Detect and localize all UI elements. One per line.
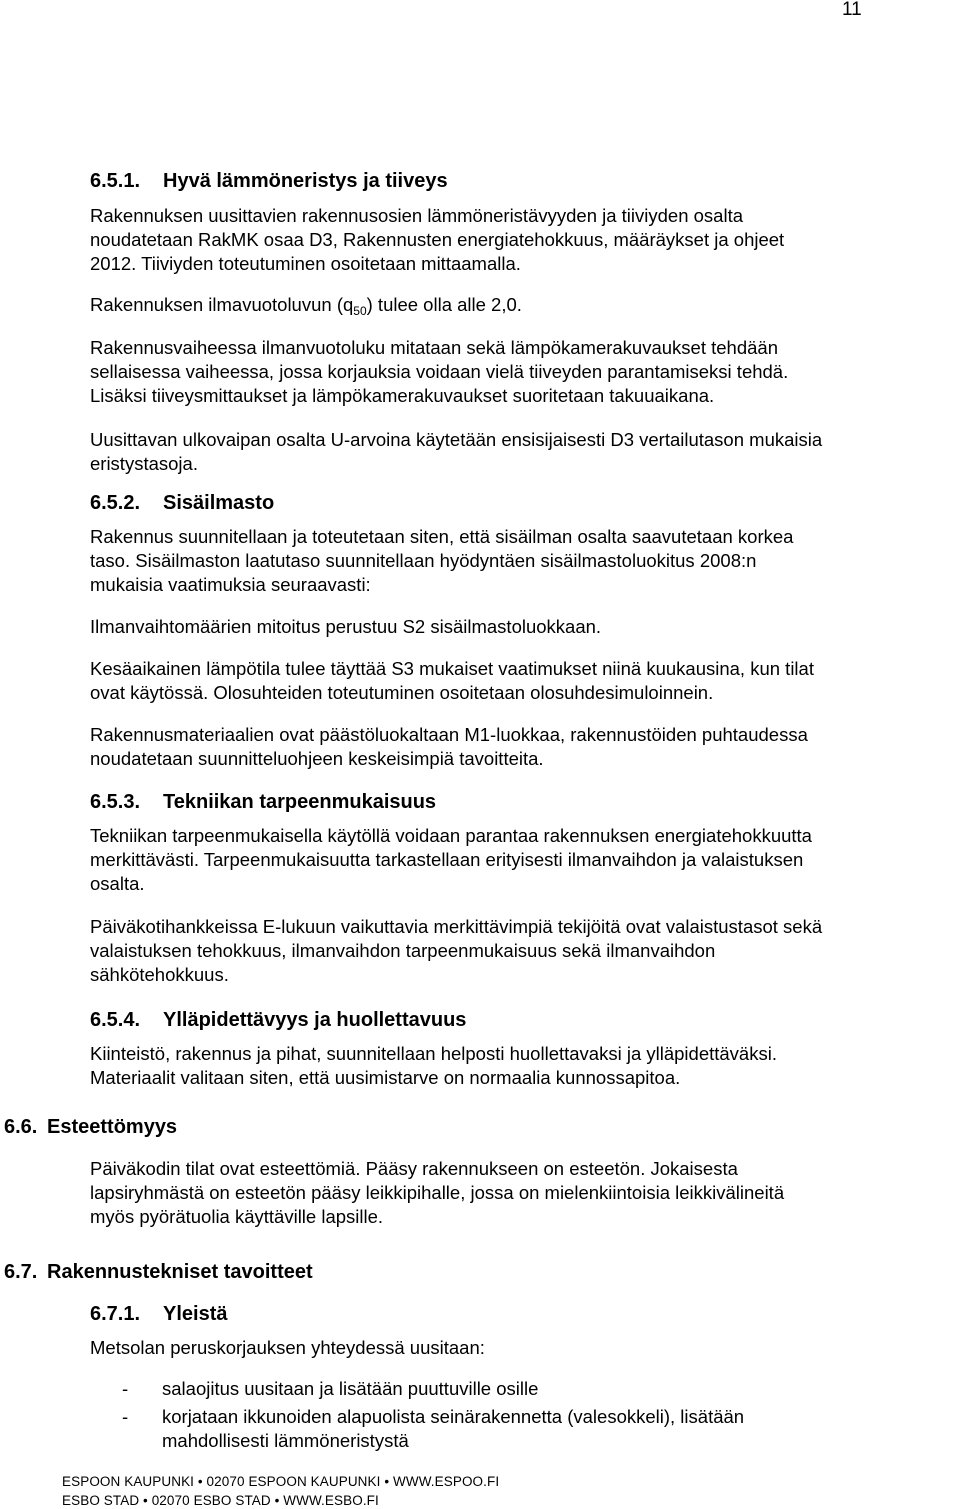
text-line: Uusittavan ulkovaipan osalta U-arvoina käytetään ensisijaisesti D3 vertailutason mukaisia bbox=[90, 429, 823, 450]
heading-title: Sisäilmasto bbox=[163, 492, 275, 514]
paragraph-measurement bbox=[90, 336, 788, 408]
heading-title: Rakennustekniset tavoitteet bbox=[47, 1261, 313, 1283]
text-line: noudatetaan suunnitteluohjeen keskeisimpiä tavoitteita. bbox=[90, 748, 544, 769]
text-line: Lisäksi tiiveysmittaukset ja lämpökamerakuvaukset suoritetaan takuuaikana. bbox=[90, 385, 715, 406]
heading-title: Tekniikan tarpeenmukaisuus bbox=[163, 791, 437, 813]
heading-number: 6.5.4. bbox=[90, 1009, 141, 1031]
paragraph-maintainability bbox=[90, 1042, 777, 1090]
heading-title: Yleistä bbox=[163, 1303, 228, 1325]
paragraph-airtightness-intro bbox=[90, 204, 784, 276]
text-line: Rakennusmateriaalien ovat päästöluokaltaan M1-luokkaa, rakennustöiden puhtaudessa bbox=[90, 724, 808, 745]
text-line: Päiväkodin tilat ovat esteettömiä. Pääsy rakennukseen on esteetön. Jokaisesta bbox=[90, 1158, 738, 1179]
heading-6-5-3 bbox=[90, 790, 436, 814]
text-line: sellaisessa vaiheessa, jossa korjauksia voidaan vielä tiiveyden parantamiseksi tehdä. bbox=[90, 361, 789, 382]
text-line: noudatetaan RakMK osaa D3, Rakennusten energiatehokkuus, määräykset ja ohjeet bbox=[90, 229, 785, 250]
text-line: Ilmanvaihtomäärien mitoitus perustuu S2 sisäilmastoluokkaan. bbox=[90, 616, 602, 637]
list-bullet: - bbox=[122, 1406, 129, 1427]
text-line: Rakennus suunnitellaan ja toteutetaan siten, että sisäilman osalta saavutetaan korkea bbox=[90, 526, 794, 547]
heading-title: Esteettömyys bbox=[47, 1116, 178, 1138]
heading-title: Ylläpidettävyys ja huollettavuus bbox=[163, 1009, 467, 1031]
paragraph-u-values bbox=[90, 428, 822, 476]
text-line: Materiaalit valitaan siten, että uusimistarve on normaalia kunnossapitoa. bbox=[90, 1067, 681, 1088]
paragraph-accessibility bbox=[90, 1157, 784, 1229]
paragraph-e-number bbox=[90, 915, 822, 987]
paragraph-summer-temperature bbox=[90, 657, 814, 705]
subscript: 50 bbox=[353, 304, 367, 318]
text-line: merkittävästi. Tarpeenmukaisuutta tarkastellaan erityisesti ilmanvaihdon ja valaistuksen bbox=[90, 849, 804, 870]
text-line: Rakennuksen uusittavien rakennusosien lämmöneristävyyden ja tiiviyden osalta bbox=[90, 205, 744, 226]
text-line: korjataan ikkunoiden alapuolista seinärakennetta (valesokkeli), lisätään bbox=[162, 1406, 745, 1427]
text-line: sähkötehokkuus. bbox=[90, 964, 229, 985]
heading-number: 6.5.2. bbox=[90, 492, 141, 514]
paragraph-demand-control bbox=[90, 824, 812, 896]
text-line: salaojitus uusitaan ja lisätään puuttuville osille bbox=[162, 1378, 539, 1399]
paragraph-indoor-climate bbox=[90, 525, 793, 597]
text-line: Päiväkotihankkeissa E-lukuun vaikuttavia merkittävimpiä tekijöitä ovat valaistustasot sekä bbox=[90, 916, 823, 937]
text-segment: Rakennuksen ilmavuotoluvun (q bbox=[90, 294, 354, 315]
text-line: Tekniikan tarpeenmukaisella käytöllä voidaan parantaa rakennuksen energiatehokkuutta bbox=[90, 825, 812, 846]
text-line: eristystasoja. bbox=[90, 453, 198, 474]
footer-line: ESPOON KAUPUNKI • 02070 ESPOON KAUPUNKI • WWW.ESPOO.FI bbox=[62, 1474, 500, 1489]
heading-number: 6.7. bbox=[4, 1261, 38, 1283]
heading-6-7 bbox=[4, 1260, 313, 1284]
text-line: taso. Sisäilmaston laatutaso suunnitellaan hyödyntäen sisäilmastoluokitus 2008:n bbox=[90, 550, 757, 571]
heading-number: 6.5.3. bbox=[90, 791, 141, 813]
text-line: myös pyörätuolia käyttäville lapsille. bbox=[90, 1206, 384, 1227]
text-line: Kiinteistö, rakennus ja pihat, suunnitellaan helposti huollettavaksi ja ylläpidettäväksi. bbox=[90, 1043, 777, 1064]
paragraph-materials bbox=[90, 723, 808, 771]
heading-title: Hyvä lämmöneristys ja tiiveys bbox=[163, 170, 448, 192]
text-line: ovat käytössä. Olosuhteiden toteutuminen osoitetaan olosuhdesimuloinnein. bbox=[90, 682, 714, 703]
footer-line: ESBO STAD • 02070 ESBO STAD • WWW.ESBO.FI bbox=[62, 1493, 379, 1508]
text-line: valaistuksen tehokkuus, ilmanvaihdon tarpeenmukaisuus sekä ilmanvaihdon bbox=[90, 940, 716, 961]
heading-6-5-4 bbox=[90, 1008, 466, 1032]
list-bullet: - bbox=[122, 1378, 129, 1399]
paragraph-ventilation bbox=[90, 615, 601, 639]
text-line: 2012. Tiiviyden toteutuminen osoitetaan mittaamalla. bbox=[90, 253, 521, 274]
paragraph-renovation-intro bbox=[90, 1336, 485, 1360]
text-line: mahdollisesti lämmöneristystä bbox=[162, 1430, 409, 1451]
heading-number: 6.6. bbox=[4, 1116, 38, 1138]
text-line: osalta. bbox=[90, 873, 145, 894]
page-number: 11 bbox=[842, 0, 862, 20]
text-line: Kesäaikainen lämpötila tulee täyttää S3 mukaiset vaatimukset niinä kuukausina, kun tilat bbox=[90, 658, 814, 679]
heading-6-5-1 bbox=[90, 169, 448, 193]
text-line: Rakennusvaiheessa ilmanvuotoluku mitataan sekä lämpökamerakuvaukset tehdään bbox=[90, 337, 778, 358]
heading-number: 6.7.1. bbox=[90, 1303, 141, 1325]
text-line: mukaisia vaatimuksia seuraavasti: bbox=[90, 574, 371, 595]
heading-number: 6.5.1. bbox=[90, 170, 141, 192]
text-line: Metsolan peruskorjauksen yhteydessä uusitaan: bbox=[90, 1337, 485, 1358]
text-line: lapsiryhmästä on esteetön pääsy leikkipihalle, jossa on mielenkiintoisia leikkivälineitä bbox=[90, 1182, 785, 1203]
text-segment: ) tulee olla alle 2,0. bbox=[366, 294, 522, 315]
heading-6-6 bbox=[4, 1115, 177, 1139]
heading-6-5-2 bbox=[90, 491, 274, 515]
paragraph-q50 bbox=[90, 293, 522, 317]
heading-6-7-1 bbox=[90, 1302, 227, 1326]
